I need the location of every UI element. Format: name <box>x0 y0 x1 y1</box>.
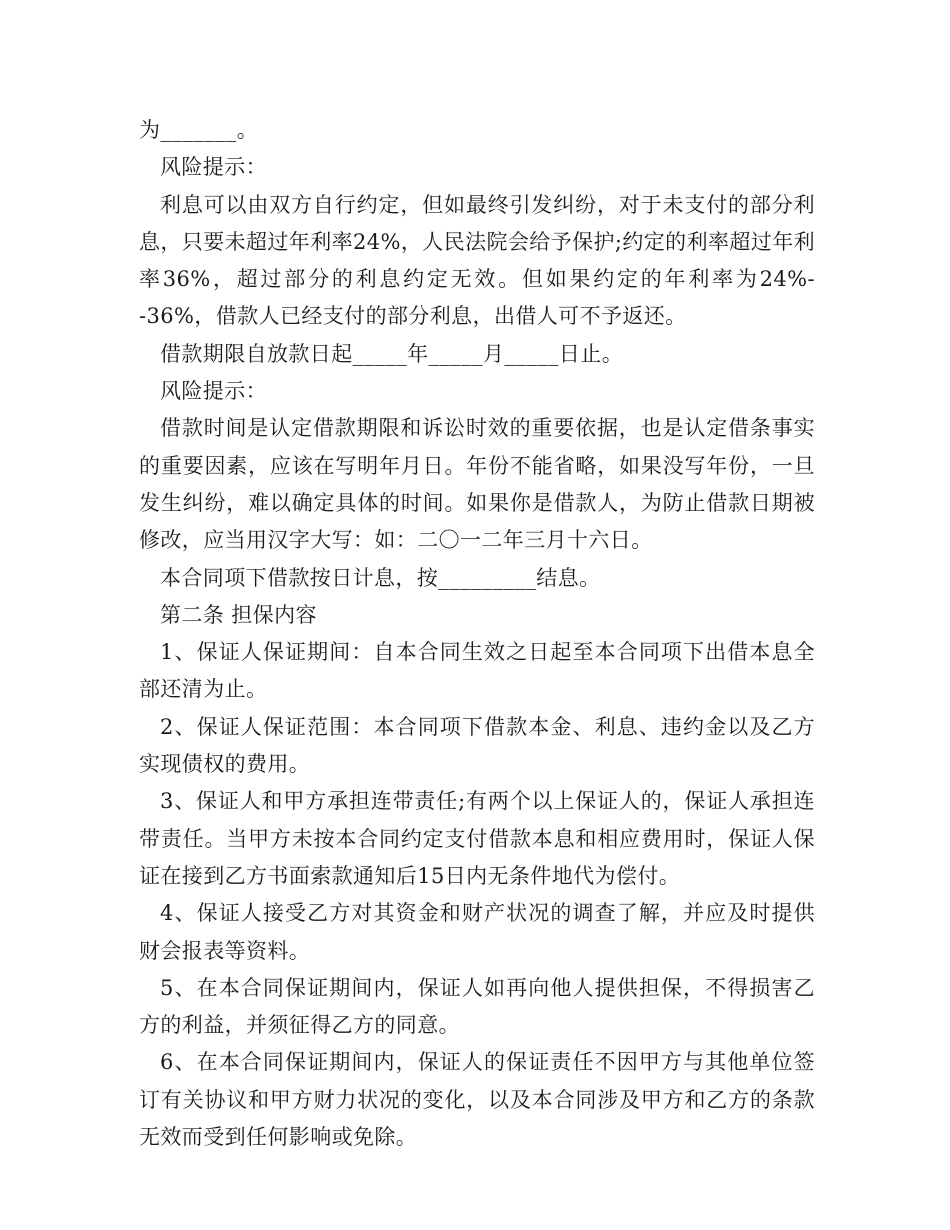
paragraph-loan-date-risk: 借款时间是认定借款期限和诉讼时效的重要依据，也是认定借条事实的重要因素，应该在写明年月日。年份不能省略，如果没写年份，一旦发生纠纷，难以确定具体的时间。如果你是借款人，为防止借款日期被修改，应当用汉字大写：如：二〇一二年三月十六日。 <box>139 416 815 553</box>
clause-guarantee-scope: 2、保证人保证范围：本合同项下借款本金、利息、违约金以及乙方实现债权的费用。 <box>139 714 815 777</box>
paragraph-loan-term: 借款期限自放款日起_____年_____月_____日止。 <box>160 341 624 366</box>
paragraph-blank-continuation: 为_______。 <box>139 118 259 142</box>
clause-liability-unaffected: 6、在本合同保证期间内，保证人的保证责任不因甲方与其他单位签订有关协议和甲方财力状况的变化，以及本合同涉及甲方和乙方的条款无效而受到任何影响或免除。 <box>139 1050 815 1150</box>
paragraph-risk-notice-heading-2: 风险提示： <box>160 379 267 404</box>
paragraph-interest-settlement: 本合同项下借款按日计息，按_________结息。 <box>160 565 601 590</box>
paragraph-risk-notice-heading-1: 风险提示： <box>160 155 267 180</box>
clause-other-guarantees: 5、在本合同保证期间内，保证人如再向他人提供担保，不得损害乙方的利益，并须征得乙方的同意。 <box>139 975 815 1038</box>
paragraph-interest-risk: 利息可以由双方自行约定，但如最终引发纠纷，对于未支付的部分利息，只要未超过年利率24%，人民法院会给予保护;约定的利率超过年利率36%，超过部分的利息约定无效。但如果约定的年利率为24%--36%，借款人已经支付的部分利息，出借人可不予返还。 <box>139 192 815 329</box>
clause-financial-investigation: 4、保证人接受乙方对其资金和财产状况的调查了解，并应及时提供财会报表等资料。 <box>139 901 815 963</box>
clause-joint-liability: 3、保证人和甲方承担连带责任;有两个以上保证人的，保证人承担连带责任。当甲方未按本合同约定支付借款本息和相应费用时，保证人保证在接到乙方书面索款通知后15日内无条件地代为偿付。 <box>139 789 815 888</box>
clause-guarantee-period: 1、保证人保证期间：自本合同生效之日起至本合同项下出借本息全部还清为止。 <box>139 640 815 702</box>
document-body <box>139 112 815 1156</box>
section-heading-guarantee: 第二条 担保内容 <box>160 602 317 627</box>
